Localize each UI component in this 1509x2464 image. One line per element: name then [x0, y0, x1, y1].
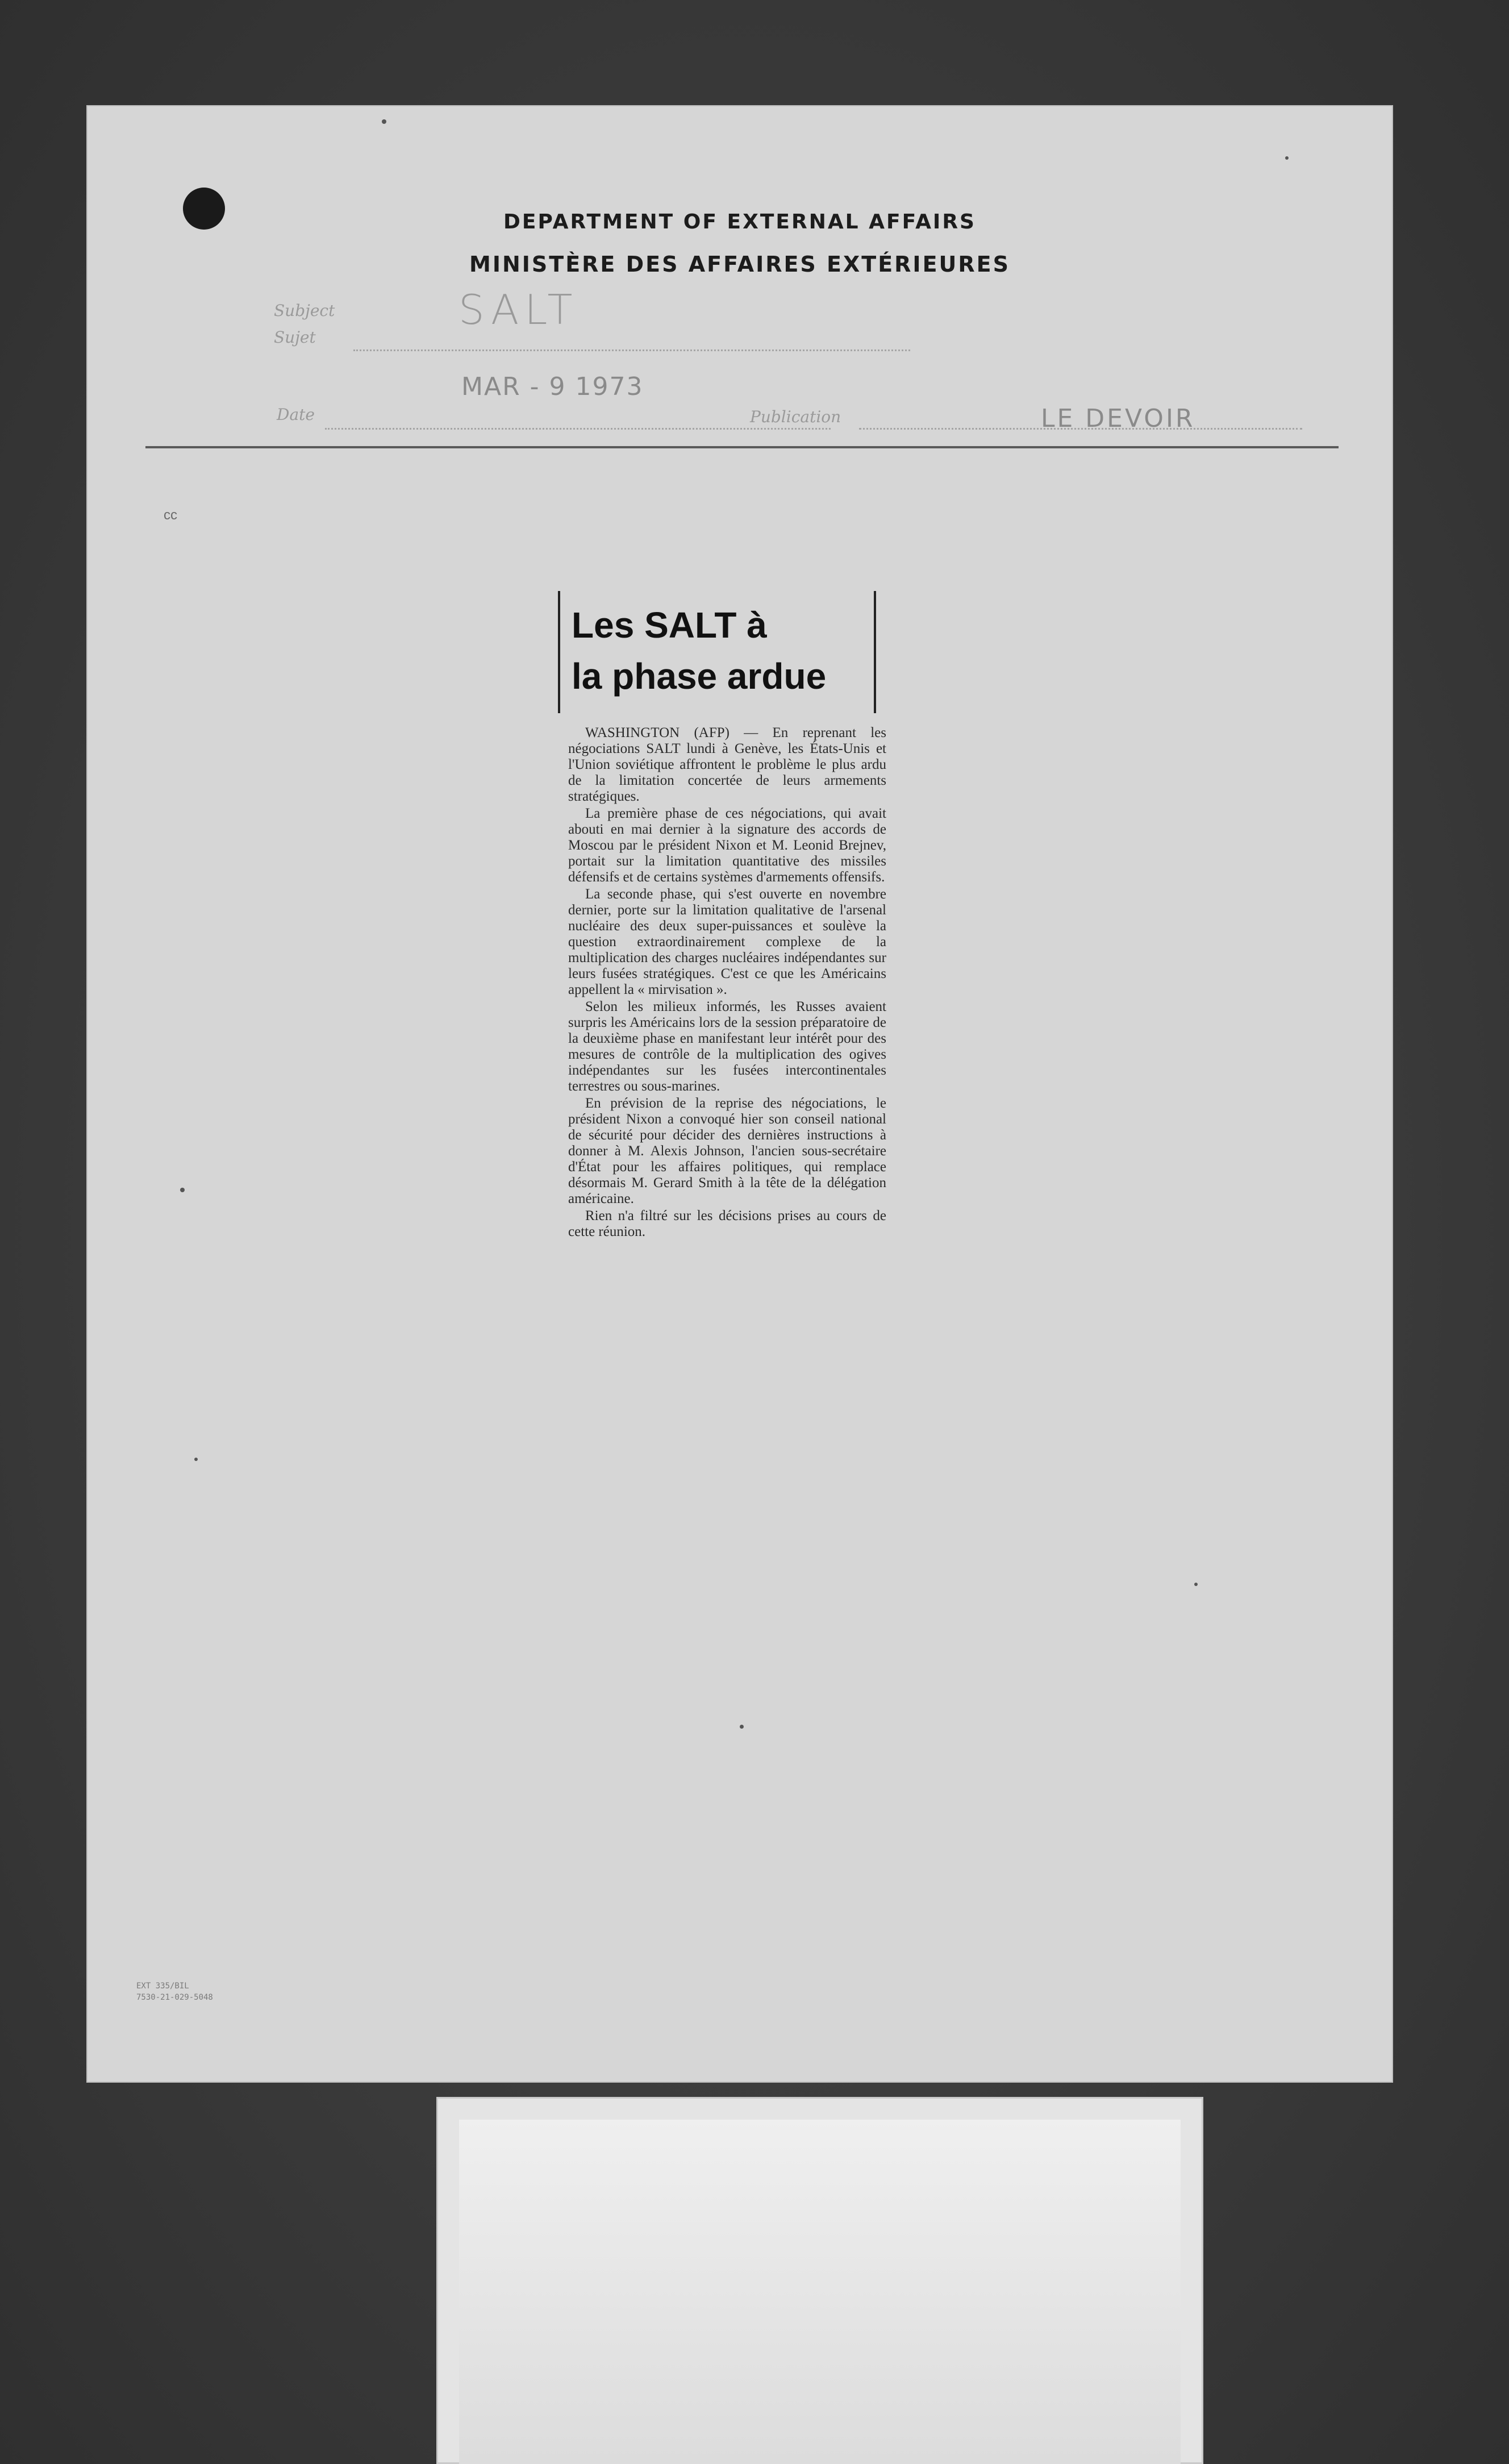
article-paragraph: La seconde phase, qui s'est ouverte en novembre dernier, porte sur la limitation qualitative de l'arsenal nucléaire des deux super-puissances et soulève la question extraordinairement complexe de la multiplication des charges nucléaires indépendantes sur leurs fusées stratégiques. C'est ce que les Américains appellent la « mirvisation ». — [568, 886, 886, 997]
headline-line-1: Les SALT à — [572, 605, 767, 646]
dust-speck — [194, 1458, 198, 1461]
subject-line — [353, 349, 910, 351]
form-code-line-2: 7530-21-029-5048 — [136, 1993, 213, 2002]
headline-line-2: la phase ardue — [572, 656, 827, 697]
article-paragraph: La première phase de ces négociations, qui avait abouti en mai dernier à la signature des accords de Moscou par le président Nixon et M. Leonid Brejnev, portait sur la limitation quantitative des missiles défensifs et de certains systèmes d'armements offensifs. — [568, 806, 886, 885]
date-value: MAR - 9 1973 — [461, 372, 644, 401]
article-body — [568, 725, 886, 1241]
article-paragraph: En prévision de la reprise des négociations, le président Nixon a convoqué hier son conseil national de sécurité pour décider des dernières instructions à donner à M. Alexis Johnson, l'ancien sous-secrétaire d'État pour les affaires politiques, qui remplace désormais M. Gerard Smith à la tête de la délégation américaine. — [568, 1096, 886, 1206]
cc-annotation: cc — [164, 507, 177, 523]
lower-card-face — [459, 2120, 1181, 2464]
dust-speck — [740, 1725, 744, 1729]
dust-speck — [180, 1188, 185, 1192]
article-paragraph: Selon les milieux informés, les Russes avaient surpris les Américains lors de la session préparatoire de la deuxième phase en manifestant leur intérêt pour des mesures de contrôle de la multiplication des ogives indépendantes sur les fusées intercontinentales terrestres ou sous-marines. — [568, 999, 886, 1094]
lower-card — [436, 2097, 1203, 2464]
subject-label-fr: Sujet — [274, 328, 316, 347]
article-paragraph: Rien n'a filtré sur les décisions prises au cours de cette réunion. — [568, 1208, 886, 1239]
form-code-line-1: EXT 335/BIL — [136, 1982, 189, 1991]
form-code — [136, 1980, 213, 2003]
date-label: Date — [277, 405, 315, 424]
date-line — [325, 428, 831, 430]
subject-value: SALT — [458, 286, 578, 334]
document-page — [86, 105, 1393, 2083]
department-title-fr: MINISTÈRE DES AFFAIRES EXTÉRIEURES — [469, 252, 1010, 277]
publication-value: LE DEVOIR — [1041, 404, 1195, 433]
dust-speck — [1285, 156, 1289, 160]
subject-label-en: Subject — [274, 301, 335, 320]
header-divider — [145, 446, 1339, 448]
dust-speck — [1194, 1583, 1198, 1586]
publication-label: Publication — [750, 407, 841, 426]
dust-speck — [382, 119, 386, 124]
article-paragraph: WASHINGTON (AFP) — En reprenant les négociations SALT lundi à Genève, les États-Unis et l'Union soviétique affrontent le problème le plus ardu de la limitation concertée de leurs armements stratégiques. — [568, 725, 886, 804]
clipping-headline — [558, 591, 876, 713]
department-title-en: DEPARTMENT OF EXTERNAL AFFAIRS — [503, 210, 976, 234]
newspaper-clipping — [558, 591, 886, 1529]
